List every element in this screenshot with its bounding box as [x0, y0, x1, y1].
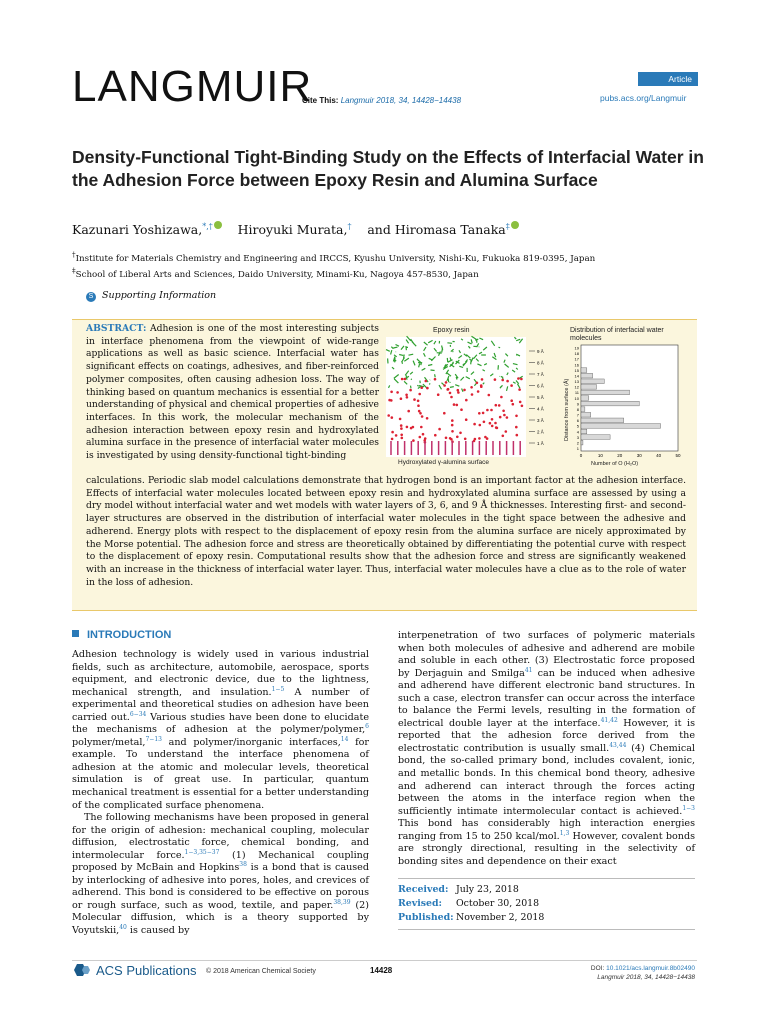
text-run: (4) Chemical bond, the so-called primary bond, includes covalent, ionic, and metallic bonds. In this chemical bond theory, adhesive and adherend can interact through the forces acting between the atoms in the interface region when the sufficiently intimate intermolecular contact is achieved. [398, 742, 695, 817]
abstract-continued: calculations. Periodic slab model calculations demonstrate that hydrogen bond is an important factor at the adhesion interface. Effects of interfacial water molecules located between epoxy resin and hydroxylated alumina surface are assessed by using a dry model without interfacial water and wet models with water layers of 3, 6, and 9 Å thicknesses. Interesting first- and second-layer structures are observed in the distribution of interfacial water molecules in the tight space between the adhesive and adherend. Energy plots with respect to the displacement of epoxy resin from the alumina surface are nicely approximated by the Morse potential. The adhesion force and stress are theoretically obtained by differentiating the potential curve with respect to the displacement of epoxy resin. Computational results show that the adhesion force and stress are significantly weakened with an increase in the thickness of interfacial water layer. Thus, interfacial water molecules have a clue as to the role of water in the loss of adhesion. [86, 475, 686, 588]
water-oxygen-atom [496, 427, 499, 430]
affiliation-text: Institute for Materials Chemistry and Engineering and IRCCS, Kyushu University, Nishi-Ku, Fukuoka 819-0395, Japan [75, 253, 596, 264]
water-oxygen-atom [449, 437, 452, 440]
bar [581, 396, 589, 401]
text-run: This bond has considerably high interaction energies ranging from 15 to 250 kcal/mol. [398, 818, 695, 842]
text-run: (2) Molecular diffusion, which is a theory supported by Voyutskii, [72, 899, 369, 937]
water-oxygen-atom [488, 394, 491, 397]
paper-title: Density-Functional Tight-Binding Study on the Effects of Interfacial Water in the Adhesion Force between Epoxy Resin and Alumina Surface [72, 147, 704, 190]
author-mark: *,† [202, 222, 213, 231]
water-oxygen-atom [446, 388, 449, 391]
citation-link[interactable]: 6 [365, 723, 369, 731]
water-oxygen-atom [464, 438, 467, 441]
dist-title2: molecules [570, 335, 602, 342]
text-run: However, covalent bonds are strongly directional, resulting in the selectivity of bonding sites and dependence on their exact [398, 830, 696, 867]
citation-link[interactable]: 14 [340, 735, 349, 743]
paragraph [72, 812, 369, 937]
page-number: 14428 [370, 966, 393, 975]
y-tick-label: 16 [574, 362, 579, 368]
water-oxygen-atom [489, 422, 492, 425]
water-oxygen-atom [457, 391, 460, 394]
text-run: is caused by [126, 925, 190, 937]
scale-labels [529, 348, 544, 446]
water-oxygen-atom [417, 404, 420, 407]
water-oxygen-atom [400, 427, 403, 430]
water-oxygen-atom [516, 434, 519, 437]
dist-ylabel: Distance from surface (Å) [564, 378, 570, 441]
date-value: July 23, 2018 [455, 884, 519, 895]
author-mark: † [347, 222, 352, 231]
text-run: for example. To understand the interface phenomena of adhesion at the atomic and molecular levels, theoretical simulation is of great use. In particular, quantum mechanical treatment is essential for a better understanding of the complicated surface phenomena. [72, 736, 369, 811]
water-oxygen-atom [400, 397, 403, 400]
author-mark: ‡ [505, 222, 510, 231]
water-oxygen-atom [451, 424, 454, 427]
water-oxygen-atom [451, 430, 454, 433]
intro-column-1 [72, 649, 369, 938]
doi-link[interactable]: 10.1021/acs.langmuir.8b02490 [606, 965, 695, 972]
dist-title: Distribution of interfacial water [570, 327, 664, 334]
affiliation [72, 250, 595, 264]
water-oxygen-atom [502, 435, 505, 438]
water-oxygen-atom [420, 386, 423, 389]
water-oxygen-atom [478, 412, 481, 415]
water-oxygen-atom [401, 437, 404, 440]
bar [581, 385, 597, 390]
date-row [398, 911, 695, 925]
water-oxygen-atom [484, 436, 487, 439]
date-label: Published: [398, 912, 454, 923]
water-oxygen-atom [517, 377, 520, 380]
water-oxygen-atom [388, 399, 391, 402]
date-label: Received: [398, 884, 449, 895]
water-oxygen-atom [499, 416, 502, 419]
y-tick-label: 17 [574, 356, 579, 362]
orcid-icon[interactable] [511, 221, 519, 229]
doi-block [560, 964, 695, 982]
author-list [72, 221, 519, 237]
water-oxygen-atom [482, 412, 485, 415]
water-oxygen-atom [434, 434, 437, 437]
publisher-name: ACS Publications [96, 963, 197, 978]
dist-xlabel: Number of O (H₂O) [591, 461, 639, 467]
water-oxygen-atom [512, 403, 515, 406]
water-oxygen-atom [417, 400, 420, 403]
y-tick-label: 5 [576, 423, 579, 429]
citation-link[interactable]: 7−13 [145, 735, 162, 743]
water-oxygen-atom [479, 424, 482, 427]
water-oxygen-atom [465, 418, 468, 421]
y-tick-label: 2 [576, 440, 579, 446]
water-oxygen-atom [418, 410, 421, 413]
water-oxygen-atom [474, 438, 477, 441]
scale-label: 3 Å [537, 418, 544, 423]
cite-this[interactable] [302, 96, 461, 105]
water-oxygen-atom [460, 408, 463, 411]
scale-label: 5 Å [537, 395, 544, 400]
x-tick-label: 20 [617, 453, 623, 458]
water-oxygen-atom [413, 398, 416, 401]
bar [581, 424, 661, 429]
water-oxygen-atom [443, 412, 446, 415]
water-oxygen-atom [471, 393, 474, 396]
water-oxygen-atom [510, 384, 513, 387]
scale-label: 6 Å [537, 383, 544, 389]
water-oxygen-atom [419, 412, 422, 415]
text-run: Adhesion technology is widely used in various industrial fields, such as architecture, automobile, aerospace, sports equipment, and electronic device, due to the lightness, mechanical strength, and insulation. [72, 649, 369, 698]
text-run: Various studies have been done to elucidate the mechanisms of adhesion at the polymer/polymer, [72, 711, 369, 736]
journal-logo: LANGMUIR [72, 62, 313, 111]
water-oxygen-atom [498, 404, 501, 407]
citation-link[interactable]: 40 [119, 923, 127, 931]
water-oxygen-atom [515, 426, 518, 429]
y-tick-label: 11 [574, 390, 579, 396]
text-run: can be induced when adhesive and adherend have different electronic band structures. In such a case, electron transfer can occur across the interface to balance the Fermi levels, resulting in the formation of electrical double layer at the interface. [398, 667, 696, 729]
water-oxygen-atom [520, 378, 523, 381]
x-tick-label: 0 [579, 453, 583, 458]
text-run: polymer/metal, [72, 736, 146, 748]
scale-label: 2 Å [537, 429, 544, 435]
water-oxygen-atom [518, 388, 521, 391]
water-oxygen-atom [494, 422, 497, 425]
water-oxygen-atom [486, 409, 489, 412]
x-tick-label: 30 [636, 453, 642, 458]
date-value: November 2, 2018 [455, 912, 545, 923]
distribution-chart [575, 345, 681, 458]
text-run: interpenetration of two surfaces of polymeric materials when both molecules of adhesive and adherend are mobile and soluble in each other. (3) Electrostatic force proposed by Derjaguin and Smilga [398, 630, 695, 679]
water-oxygen-atom [506, 416, 509, 419]
water-oxygen-atom [491, 418, 494, 421]
citation-link[interactable]: 1−3 [682, 804, 695, 812]
bar [581, 440, 583, 445]
bar [581, 418, 624, 423]
x-tick-label: 50 [675, 453, 681, 458]
affiliation-mark: † [72, 250, 76, 259]
citation-link[interactable]: 1−3,35−37 [184, 848, 220, 856]
water-oxygen-atom [457, 389, 460, 392]
article-type-badge: Article [638, 72, 698, 86]
text-run: A number of experimental and theoretical studies on adhesion have been carried out. [72, 686, 369, 723]
citation-link[interactable]: 38,39 [333, 898, 351, 906]
water-oxygen-atom [419, 436, 422, 439]
y-tick-label: 3 [576, 434, 579, 440]
citation-link[interactable]: 38 [239, 861, 247, 869]
water-oxygen-atom [478, 437, 481, 440]
author-name[interactable]: Hiroyuki Murata, [237, 222, 348, 238]
water-oxygen-atom [443, 384, 446, 387]
water-oxygen-atom [521, 405, 524, 408]
scale-label: 7 Å [537, 372, 544, 377]
water-oxygen-atom [438, 428, 441, 431]
water-oxygen-atom [481, 378, 484, 381]
water-oxygen-atom [406, 426, 409, 429]
y-tick-label: 8 [576, 406, 579, 412]
scale-label: 1 Å [537, 441, 544, 446]
x-tick-label: 10 [597, 453, 603, 458]
water-oxygen-atom [502, 410, 505, 413]
water-oxygen-atom [437, 393, 440, 396]
water-oxygen-atom [495, 404, 498, 407]
water-oxygen-atom [494, 378, 497, 381]
water-oxygen-atom [426, 387, 429, 390]
water-oxygen-atom [407, 410, 410, 413]
water-oxygen-atom [490, 409, 493, 412]
y-tick-label: 4 [576, 429, 579, 435]
citation-link[interactable]: 6−34 [129, 710, 147, 718]
bar [581, 412, 591, 417]
y-tick-label: 15 [574, 367, 579, 373]
water-oxygen-atom [400, 424, 403, 427]
y-tick-label: 9 [576, 401, 579, 407]
water-oxygen-atom [390, 391, 393, 394]
water-oxygen-atom [404, 378, 407, 381]
history-dates [398, 878, 695, 930]
water-oxygen-atom [391, 431, 394, 434]
bar [581, 435, 610, 440]
water-oxygen-atom [459, 432, 462, 435]
abstract-label: ABSTRACT: [86, 323, 147, 334]
epoxy-label: Epoxy resin [433, 327, 470, 334]
water-oxygen-atom [418, 393, 421, 396]
water-oxygen-atom [409, 389, 412, 392]
text-run: and polymer/inorganic interfaces, [161, 736, 341, 748]
supporting-info-label: Supporting Information [102, 290, 217, 301]
water-oxygen-atom [410, 427, 413, 430]
water-oxygen-atom [445, 381, 448, 384]
text-run: (1) Mechanical coupling proposed by McBain and Hopkins [72, 849, 369, 874]
water-oxygen-atom [422, 433, 425, 436]
section-heading [72, 629, 171, 641]
bar [581, 429, 587, 434]
y-tick-label: 18 [574, 351, 579, 357]
y-tick-label: 12 [574, 384, 579, 390]
water-oxygen-atom [456, 404, 459, 407]
y-tick-label: 1 [576, 446, 579, 451]
date-row [398, 883, 695, 897]
citation-link[interactable]: 41 [524, 666, 533, 674]
scale-label: 9 Å [537, 349, 544, 354]
citation-link[interactable]: 43,44 [609, 741, 627, 749]
y-tick-label: 13 [574, 379, 579, 385]
toc-graphic [383, 323, 693, 471]
intro-column-2 [398, 630, 695, 868]
water-oxygen-atom [519, 401, 522, 404]
affiliation [72, 266, 479, 280]
water-oxygen-atom [473, 423, 476, 426]
acs-hexagon-icon [72, 963, 92, 977]
bar [581, 407, 585, 412]
y-tick-label: 6 [576, 418, 579, 424]
text-run: However, it is reported that the adhesion force derived from the electrostatic contribution is usually small. [398, 717, 695, 754]
water-oxygen-atom [450, 396, 453, 399]
water-oxygen-atom [412, 439, 415, 442]
water-oxygen-atom [391, 438, 394, 441]
bar [581, 401, 639, 406]
y-tick-label: 7 [576, 412, 579, 418]
text-run: The following mechanisms have been proposed in general for the origin of adhesion: mechanical coupling, molecular diffusion, electrostatic force, chemical bonding, and intermolecular force. [72, 812, 369, 861]
footer-citation: Langmuir 2018, 34, 14428−14438 [597, 974, 695, 981]
y-tick-label: 19 [574, 345, 579, 351]
water-oxygen-atom [420, 426, 423, 429]
water-oxygen-atom [451, 419, 454, 422]
water-oxygen-atom [399, 418, 402, 421]
author-name[interactable]: and Hiromasa Tanaka [367, 222, 506, 238]
water-oxygen-atom [491, 425, 494, 428]
paragraph [72, 649, 369, 812]
water-oxygen-atom [401, 378, 404, 381]
section-square-icon [72, 630, 79, 637]
cite-label: Cite This: [302, 96, 339, 105]
bar [581, 390, 630, 395]
surface-label: Hydroxylated γ-alumina surface [398, 459, 490, 466]
water-oxygen-atom [453, 403, 456, 406]
abstract-text [86, 323, 379, 463]
orcid-icon[interactable] [214, 221, 222, 229]
bar [581, 368, 587, 373]
water-oxygen-atom [456, 436, 459, 439]
molecular-snapshot [386, 336, 526, 457]
water-oxygen-atom [445, 437, 448, 440]
water-oxygen-atom [515, 415, 518, 418]
citation-link[interactable]: 1,3 [559, 829, 570, 837]
bar [581, 373, 593, 378]
water-oxygen-atom [387, 414, 390, 417]
doi-label: DOI: [590, 965, 607, 972]
abstract-part1: Adhesion is one of the most interesting subjects in interface phenomena from the viewpoint of wide-range applications as well as basic science. Interfacial water has significant effects on coatings, adhesives, and fiber-reinforced polymer composites, often causing adhesion loss. The way of thinking based on quantum mechanics is essential for a better understanding of physical and chemical properties of adhesive interfaces. In this work, the molecular mechanism of the adhesion interaction between epoxy resin and hydroxylated alumina surface in the presence of interfacial water molecules is investigated by using density-functional tight-binding [86, 323, 379, 462]
date-row [398, 897, 695, 911]
footer-divider [72, 960, 697, 961]
water-oxygen-atom [405, 394, 408, 397]
y-tick-label: 10 [574, 395, 579, 401]
water-oxygen-atom [483, 421, 486, 424]
water-oxygen-atom [506, 380, 509, 383]
water-oxygen-atom [400, 434, 403, 437]
y-tick-label: 14 [574, 373, 579, 379]
date-value: October 30, 2018 [455, 898, 540, 909]
water-oxygen-atom [476, 382, 479, 385]
citation-link[interactable]: 1−5 [271, 685, 285, 693]
section-title: INTRODUCTION [87, 629, 172, 641]
water-oxygen-atom [406, 396, 409, 399]
copyright: © 2018 American Chemical Society [206, 968, 316, 975]
affiliation-mark: ‡ [72, 266, 76, 275]
water-oxygen-atom [477, 390, 480, 393]
scale-label: 8 Å [537, 360, 544, 366]
text-run: is a bond that is caused by interlocking of adhesive into pores, holes, and crevices of adherend. This bond is considered to be effective on porous or rough surface, such as wood, textile, and paper. [72, 862, 369, 911]
water-oxygen-atom [463, 389, 466, 392]
water-oxygen-atom [505, 430, 508, 433]
water-oxygen-atom [421, 415, 424, 418]
journal-url-link[interactable]: pubs.acs.org/Langmuir [600, 93, 687, 103]
water-oxygen-atom [480, 384, 483, 387]
date-label: Revised: [398, 898, 443, 909]
cite-ref[interactable]: Langmuir 2018, 34, 14428−14438 [340, 96, 462, 105]
water-oxygen-atom [426, 417, 429, 420]
water-oxygen-atom [465, 399, 468, 402]
affiliation-text: School of Liberal Arts and Sciences, Daido University, Minami-Ku, Nagoya 457-8530, Japan [75, 269, 479, 280]
water-oxygen-atom [503, 414, 506, 417]
bar [581, 379, 604, 384]
water-oxygen-atom [425, 380, 428, 383]
publisher-logo[interactable] [72, 963, 196, 978]
citation-link[interactable]: 41,42 [600, 716, 618, 724]
supporting-info-link[interactable] [86, 290, 216, 302]
water-oxygen-atom [501, 379, 504, 382]
water-oxygen-atom [500, 396, 503, 399]
water-oxygen-atom [395, 434, 398, 437]
author-name[interactable]: Kazunari Yoshizawa, [72, 222, 203, 238]
water-oxygen-atom [396, 391, 399, 394]
water-oxygen-atom [391, 416, 394, 419]
water-oxygen-atom [449, 392, 452, 395]
paragraph [398, 630, 695, 868]
supporting-info-icon: S [86, 292, 96, 302]
water-oxygen-atom [470, 386, 473, 389]
water-oxygen-atom [510, 399, 513, 402]
scale-label: 4 Å [537, 406, 544, 412]
x-tick-label: 40 [656, 453, 662, 458]
water-oxygen-atom [434, 378, 437, 381]
